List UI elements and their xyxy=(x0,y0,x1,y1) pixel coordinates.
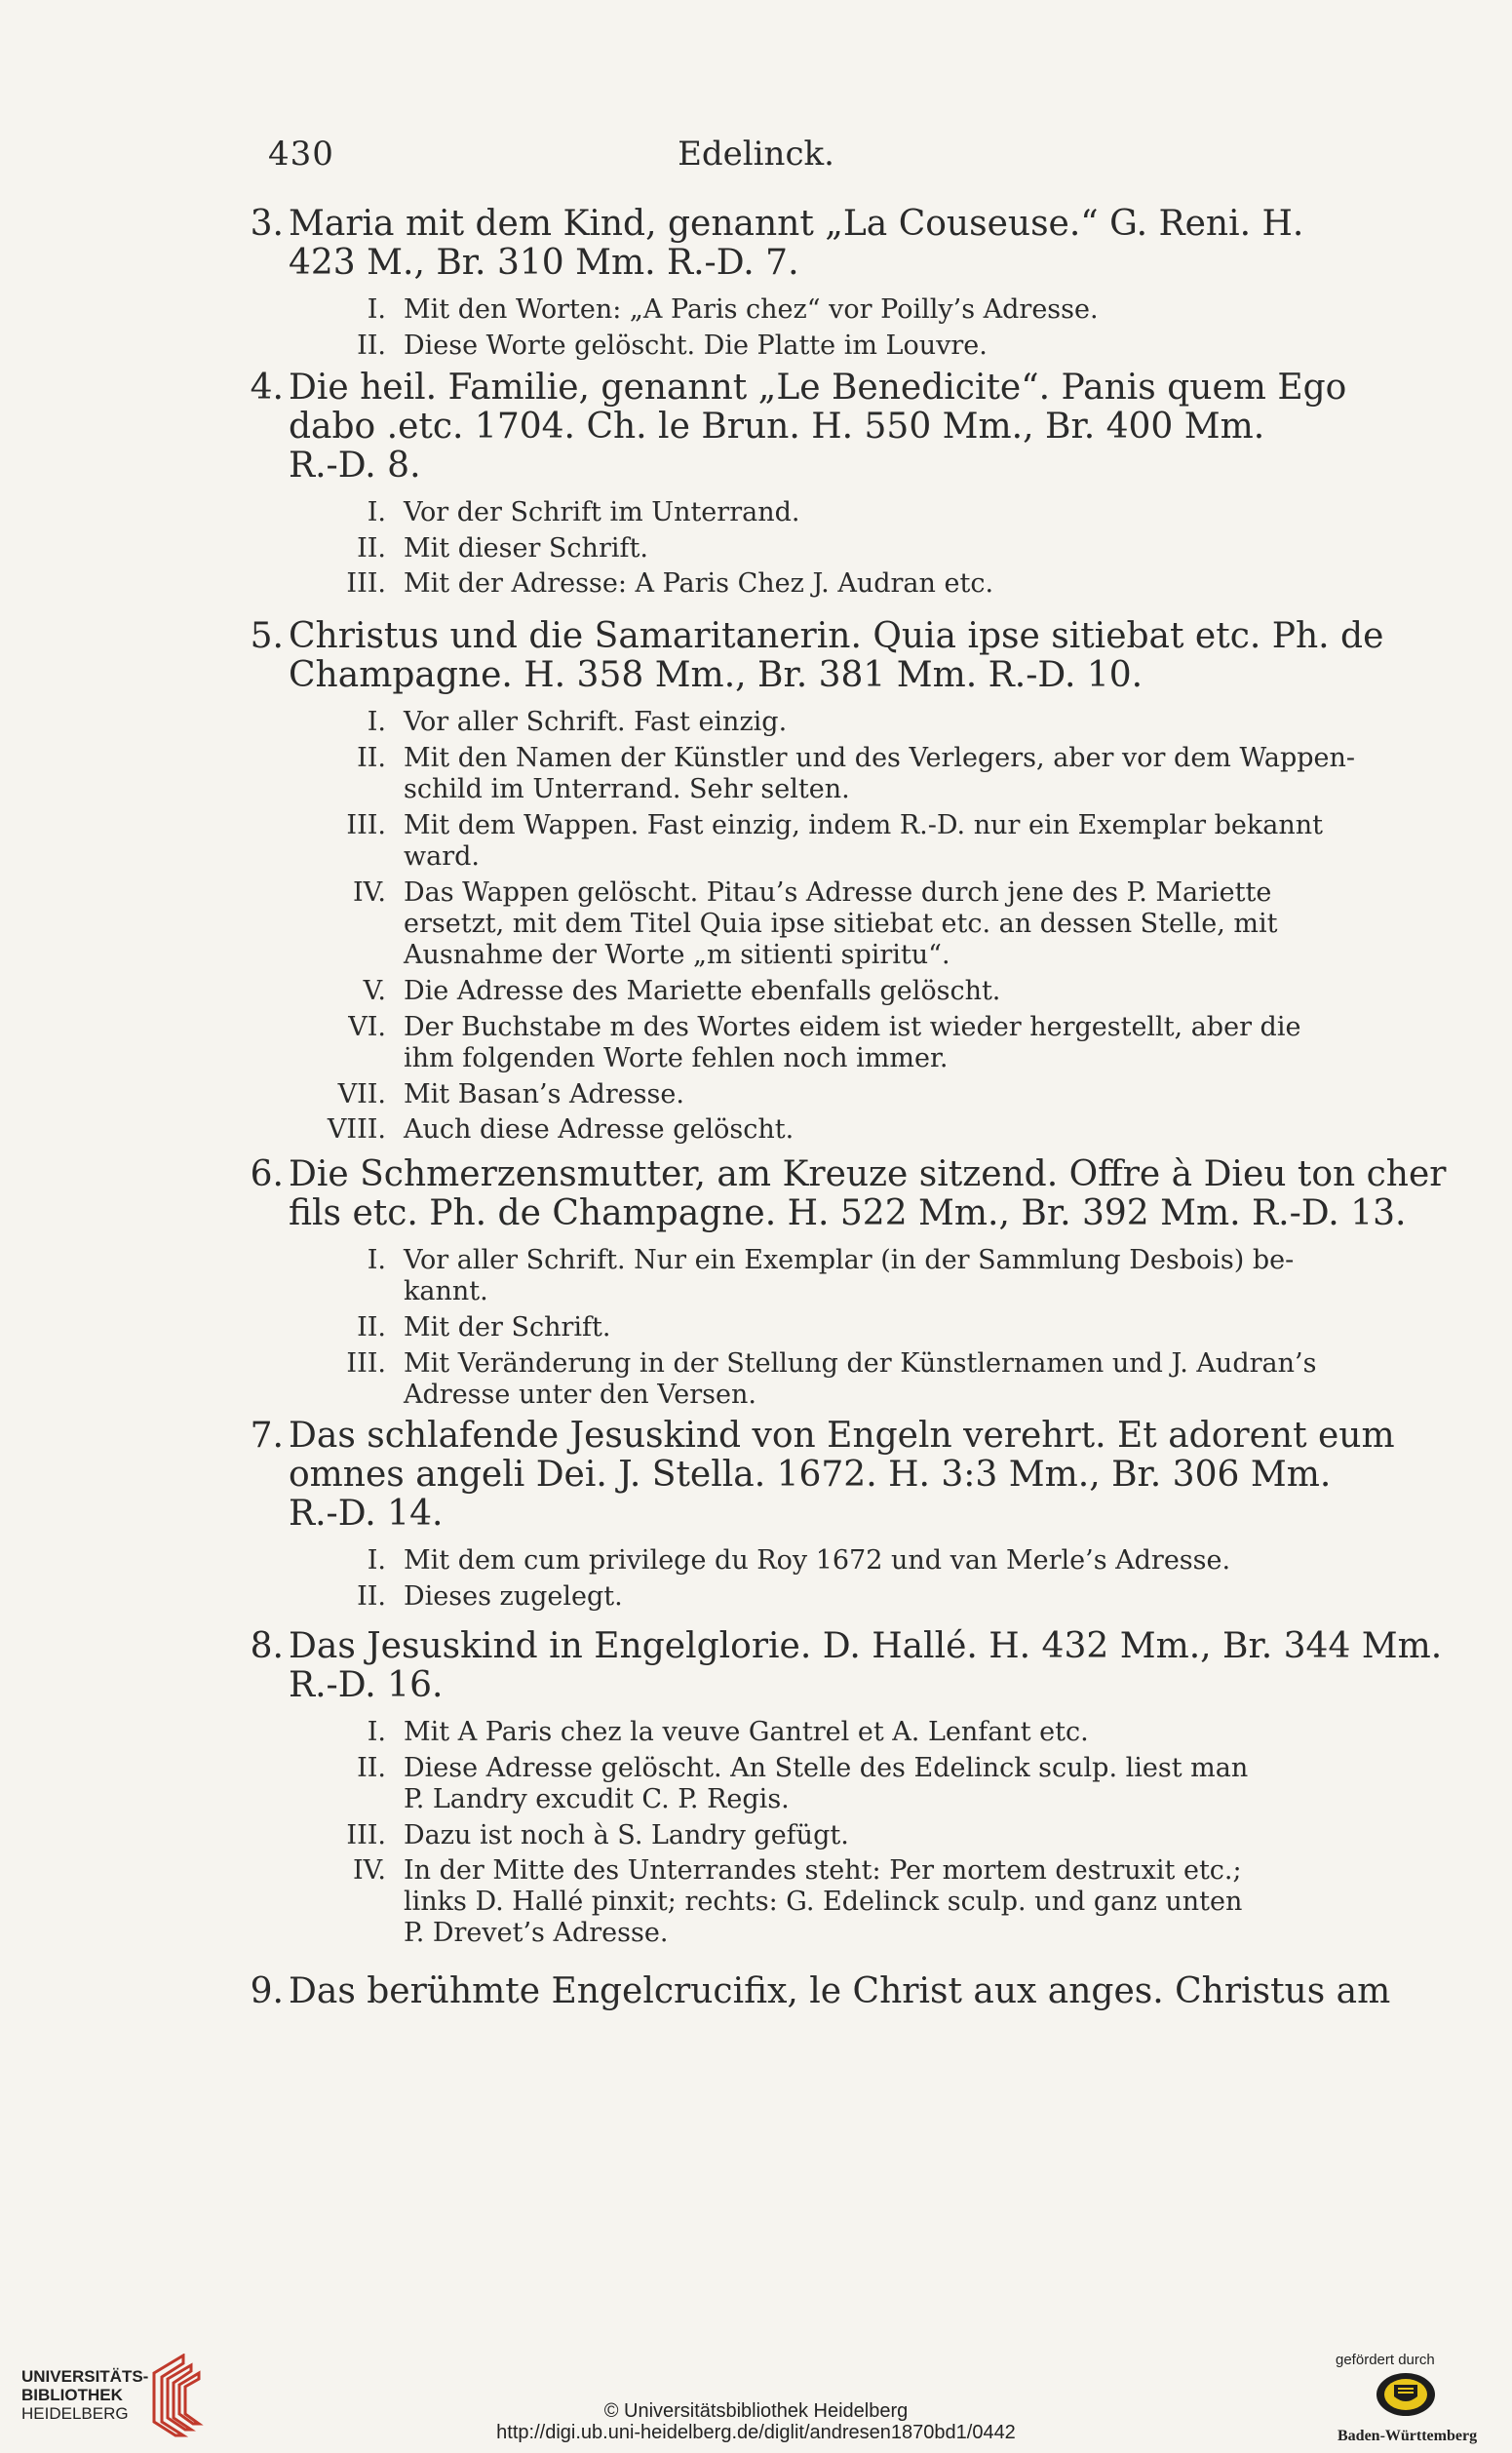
state-text xyxy=(404,742,1356,805)
state-text xyxy=(404,1012,1349,1074)
entry-heading-line: omnes angeli Dei. J. Stella. 1672. H. 3:3 Mm., Br. 306 Mm. xyxy=(289,1455,1332,1495)
entry-number: 7. xyxy=(250,1416,284,1456)
entry-heading-line: Die heil. Familie, genannt „Le Benedicite“. Panis quem Ego xyxy=(289,368,1347,408)
state-numeral: III. xyxy=(346,1819,386,1850)
state-numeral: II. xyxy=(357,742,386,773)
state-text xyxy=(404,1820,1349,1851)
state-text-line: Vor aller Schrift. Nur ein Exemplar (in der Sammlung Desbois) be- xyxy=(404,1245,1295,1275)
state-text-line: Mit dieser Schrift. xyxy=(404,532,648,564)
state-text-line: Diese Worte gelöscht. Die Platte im Louvre. xyxy=(404,330,988,361)
state-text-line: Mit den Worten: „A Paris chez“ vor Poilly’s Adresse. xyxy=(404,294,1099,325)
state-numeral: I. xyxy=(367,497,386,527)
state-text xyxy=(404,1753,1349,1815)
state-text-line: Mit den Namen der Künstler und des Verlegers, aber vor dem Wappen- xyxy=(404,742,1356,773)
entry-heading-line: Champagne. H. 358 Mm., Br. 381 Mm. R.-D. 10. xyxy=(289,655,1144,695)
entry-number: 4. xyxy=(250,368,284,408)
state-numeral: II. xyxy=(357,532,386,564)
state-numeral: I. xyxy=(367,1545,386,1576)
entry-heading-line: Christus und die Samaritanerin. Quia ipse sitiebat etc. Ph. de xyxy=(289,616,1384,656)
page-number: 430 xyxy=(268,135,334,174)
state-text-line: Die Adresse des Mariette ebenfalls gelöscht. xyxy=(404,976,1001,1006)
state-text xyxy=(404,497,1349,528)
source-url-link[interactable]: http://digi.ub.uni-heidelberg.de/diglit/andresen1870bd1/0442 xyxy=(496,2422,1016,2443)
state-numeral: V. xyxy=(363,976,386,1006)
state-text xyxy=(404,1581,1349,1613)
entry-heading-line: Die Schmerzensmutter, am Kreuze sitzend. Offre à Dieu ton cher xyxy=(289,1154,1447,1194)
state-numeral: II. xyxy=(357,1580,386,1612)
entry-heading-line: Das Jesuskind in Engelglorie. D. Hallé. H. 432 Mm., Br. 344 Mm. xyxy=(289,1626,1443,1666)
state-numeral: III. xyxy=(346,809,386,840)
library-name-line-1: UNIVERSITÄTS- xyxy=(21,2367,149,2386)
state-numeral: IV. xyxy=(352,876,386,908)
state-text-line: ward. xyxy=(404,840,480,872)
state-text-line: schild im Unterrand. Sehr selten. xyxy=(404,773,850,804)
state-text xyxy=(404,1717,1349,1748)
state-text xyxy=(404,331,1349,362)
entry-heading xyxy=(250,616,1384,695)
state-text-line: P. Drevet’s Adresse. xyxy=(404,1918,669,1948)
state-text-line: Mit Basan’s Adresse. xyxy=(404,1078,684,1110)
state-text xyxy=(404,294,1349,326)
state-numeral: III. xyxy=(346,568,386,599)
entry-heading-line: R.-D. 14. xyxy=(289,1494,444,1534)
library-name-line-3: HEIDELBERG xyxy=(21,2404,129,2423)
state-text xyxy=(404,707,1349,738)
state-text-line: Auch diese Adresse gelöscht. xyxy=(404,1114,795,1145)
entry-heading xyxy=(250,1416,1395,1534)
entry-heading xyxy=(250,368,1351,486)
state-numeral: II. xyxy=(357,1752,386,1783)
footer-copyright xyxy=(0,2400,1512,2443)
entry-heading-line: R.-D. 8. xyxy=(289,446,421,486)
sponsor-label: gefördert durch xyxy=(1336,2352,1435,2368)
state-numeral: I. xyxy=(367,707,386,737)
state-text-line: ersetzt, mit dem Titel Quia ipse sitiebat etc. an dessen Stelle, mit xyxy=(404,908,1278,939)
state-text-line: Mit A Paris chez la veuve Gantrel et A. Lenfant etc. xyxy=(404,1717,1089,1747)
state-text-line: Mit Veränderung in der Stellung der Künstlernamen und J. Audran’s xyxy=(404,1347,1317,1379)
state-text-line: Das Wappen gelöscht. Pitau’s Adresse durch jene des P. Mariette xyxy=(404,876,1272,908)
state-text-line: In der Mitte des Unterrandes steht: Per mortem destruxit etc.; xyxy=(404,1855,1242,1886)
entry-heading xyxy=(250,1626,1443,1705)
running-title: Edelinck. xyxy=(678,135,834,174)
state-numeral: I. xyxy=(367,1245,386,1275)
entry-number: 3. xyxy=(250,204,284,244)
state-numeral: II. xyxy=(357,1312,386,1343)
entry-number: 6. xyxy=(250,1154,284,1194)
state-text-line: Dazu ist noch à S. Landry gefügt. xyxy=(404,1819,849,1850)
state-numeral: I. xyxy=(367,1717,386,1747)
state-text xyxy=(404,810,1349,873)
state-numeral: IV. xyxy=(352,1855,386,1886)
state-text-line: P. Landry excudit C. P. Regis. xyxy=(404,1783,790,1814)
sponsor-name: Baden-Württemberg xyxy=(1338,2428,1478,2444)
entry-heading-line: Das berühmte Engelcrucifix, le Christ aux anges. Christus am xyxy=(289,1971,1391,2011)
state-text xyxy=(404,568,1349,600)
state-text xyxy=(404,1855,1349,1949)
state-numeral: VIII. xyxy=(327,1114,386,1145)
state-text-line: Vor der Schrift im Unterrand. xyxy=(404,497,800,527)
state-text-line: Vor aller Schrift. Fast einzig. xyxy=(404,707,788,737)
state-text xyxy=(404,533,1349,565)
state-text-line: Ausnahme der Worte „m sitienti spiritu“. xyxy=(404,939,950,970)
state-text-line: kannt. xyxy=(404,1276,488,1306)
state-text xyxy=(404,1245,1349,1307)
entry-number: 9. xyxy=(250,1971,284,2011)
entry-heading-line: dabo .etc. 1704. Ch. le Brun. H. 550 Mm., Br. 400 Mm. xyxy=(289,407,1265,447)
state-text xyxy=(404,976,1349,1007)
entry-number: 8. xyxy=(250,1626,284,1666)
entry-heading-line: R.-D. 16. xyxy=(289,1665,444,1705)
entry-number: 5. xyxy=(250,616,284,656)
state-numeral: VI. xyxy=(348,1011,386,1042)
entry-heading-line: Das schlafende Jesuskind von Engeln verehrt. Et adorent eum xyxy=(289,1416,1395,1456)
entry-heading-line: 423 M., Br. 310 Mm. R.-D. 7. xyxy=(289,243,799,283)
entry-heading-line: Maria mit dem Kind, genannt „La Couseuse.“ G. Reni. H. xyxy=(289,204,1304,244)
state-text xyxy=(404,1312,1349,1343)
state-seal-icon xyxy=(1375,2371,1437,2418)
state-text-line: Dieses zugelegt. xyxy=(404,1580,623,1612)
state-text xyxy=(404,1079,1349,1110)
state-text xyxy=(404,1545,1349,1577)
state-text-line: Diese Adresse gelöscht. An Stelle des Edelinck sculp. liest man xyxy=(404,1752,1249,1783)
state-numeral: I. xyxy=(367,294,386,325)
state-text-line: links D. Hallé pinxit; rechts: G. Edelinck sculp. und ganz unten xyxy=(404,1887,1243,1917)
state-text-line: Mit der Adresse: A Paris Chez J. Audran etc. xyxy=(404,568,994,599)
library-name-line-2: BIBLIOTHEK xyxy=(21,2386,123,2404)
state-text-line: ihm folgenden Worte fehlen noch immer. xyxy=(404,1042,949,1073)
state-text-line: Mit dem cum privilege du Roy 1672 und van Merle’s Adresse. xyxy=(404,1545,1231,1576)
state-text xyxy=(404,1348,1349,1411)
state-numeral: II. xyxy=(357,330,386,361)
state-text xyxy=(404,877,1349,971)
state-text-line: Mit der Schrift. xyxy=(404,1312,611,1343)
entry-heading-line: fils etc. Ph. de Champagne. H. 522 Mm., Br. 392 Mm. R.-D. 13. xyxy=(289,1193,1407,1233)
entry-heading xyxy=(250,1971,1391,2011)
state-text-line: Adresse unter den Versen. xyxy=(404,1379,756,1410)
state-text xyxy=(404,1114,1349,1146)
state-text-line: Der Buchstabe m des Wortes eidem ist wieder hergestellt, aber die xyxy=(404,1011,1301,1042)
copyright-text: © Universitätsbibliothek Heidelberg xyxy=(603,2400,909,2422)
state-numeral: VII. xyxy=(337,1078,386,1110)
state-numeral: III. xyxy=(346,1347,386,1379)
entry-heading xyxy=(250,1154,1447,1233)
state-text-line: Mit dem Wappen. Fast einzig, indem R.-D. nur ein Exemplar bekannt xyxy=(404,809,1323,840)
entry-heading xyxy=(250,204,1351,283)
